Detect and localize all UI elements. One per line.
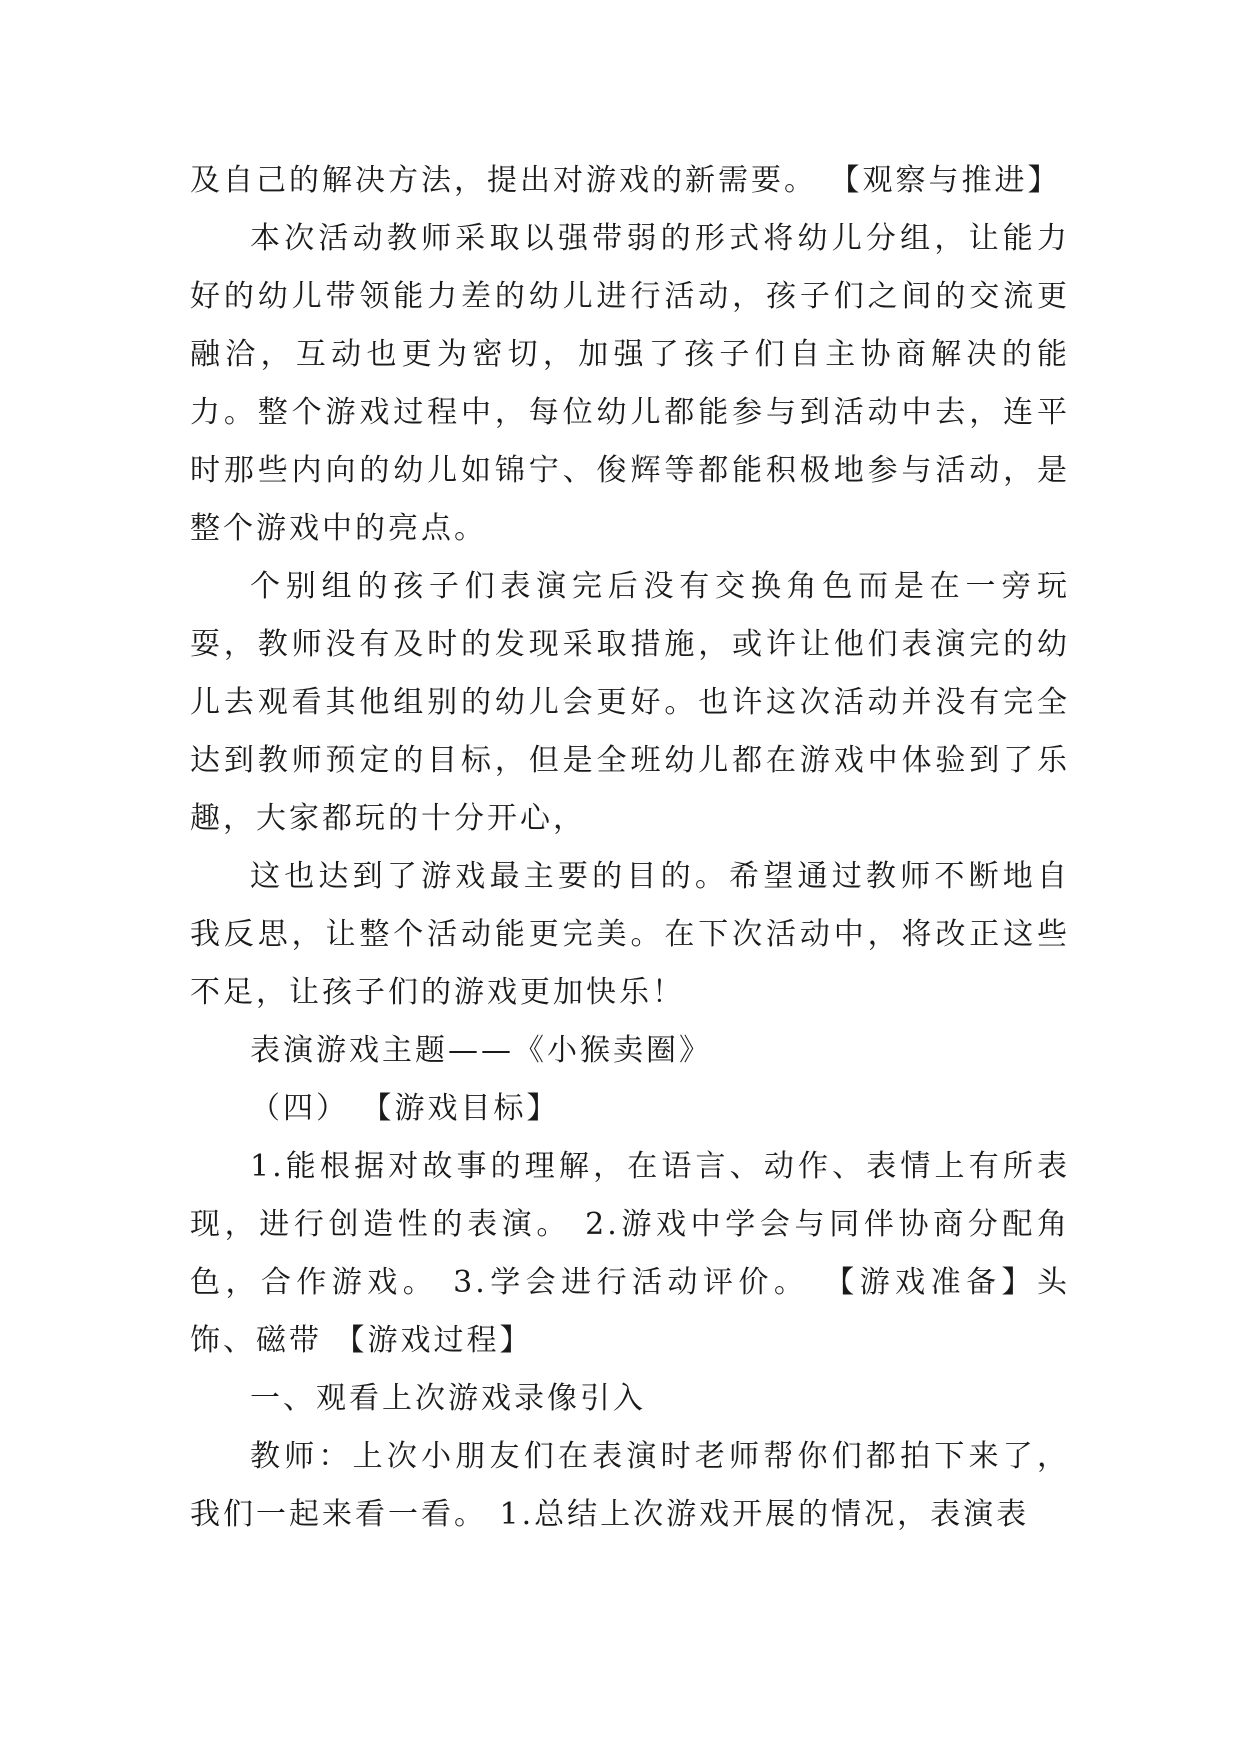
section-heading-theme: 表演游戏主题——《小猴卖圈》 [250,1033,712,1068]
section-heading-step-one: 一、观看上次游戏录像引入 [250,1381,646,1416]
paragraph-goals: 1.能根据对故事的理解，在语言、动作、表情上有所表现，进行创造性的表演。 2.游戏中学会与同伴协商分配角色，合作游戏。 3.学会进行活动评价。 【游戏准备】头饰、磁带 【游戏过程】 [190,1149,1070,1358]
paragraph-conclusion: 这也达到了游戏最主要的目的。希望通过教师不断地自我反思，让整个活动能更完美。在下次活动中，将改正这些不足，让孩子们的游戏更加快乐！ [190,859,1070,1010]
paragraph-teacher: 教师：上次小朋友们在表演时老师帮你们都拍下来了，我们一起来看一看。 1.总结上次游戏开展的情况，表演表 [190,1439,1070,1532]
paragraph-continued: 及自己的解决方法，提出对游戏的新需要。 【观察与推进】 [190,163,1061,198]
section-heading-goals: （四） 【游戏目标】 [250,1091,560,1126]
paragraph-reflection: 个别组的孩子们表演完后没有交换角色而是在一旁玩耍，教师没有及时的发现采取措施，或许让他们表演完的幼儿去观看其他组别的幼儿会更好。也许这次活动并没有完全达到教师预定的目标，但是全班幼儿都在游戏中体验到了乐趣，大家都玩的十分开心， [190,569,1070,836]
document-body [190,152,1070,1544]
paragraph-observation: 本次活动教师采取以强带弱的形式将幼儿分组，让能力好的幼儿带领能力差的幼儿进行活动，孩子们之间的交流更融洽，互动也更为密切，加强了孩子们自主协商解决的能力。整个游戏过程中，每位幼儿都能参与到活动中去，连平时那些内向的幼儿如锦宁、俊辉等都能积极地参与活动，是整个游戏中的亮点。 [190,221,1070,546]
